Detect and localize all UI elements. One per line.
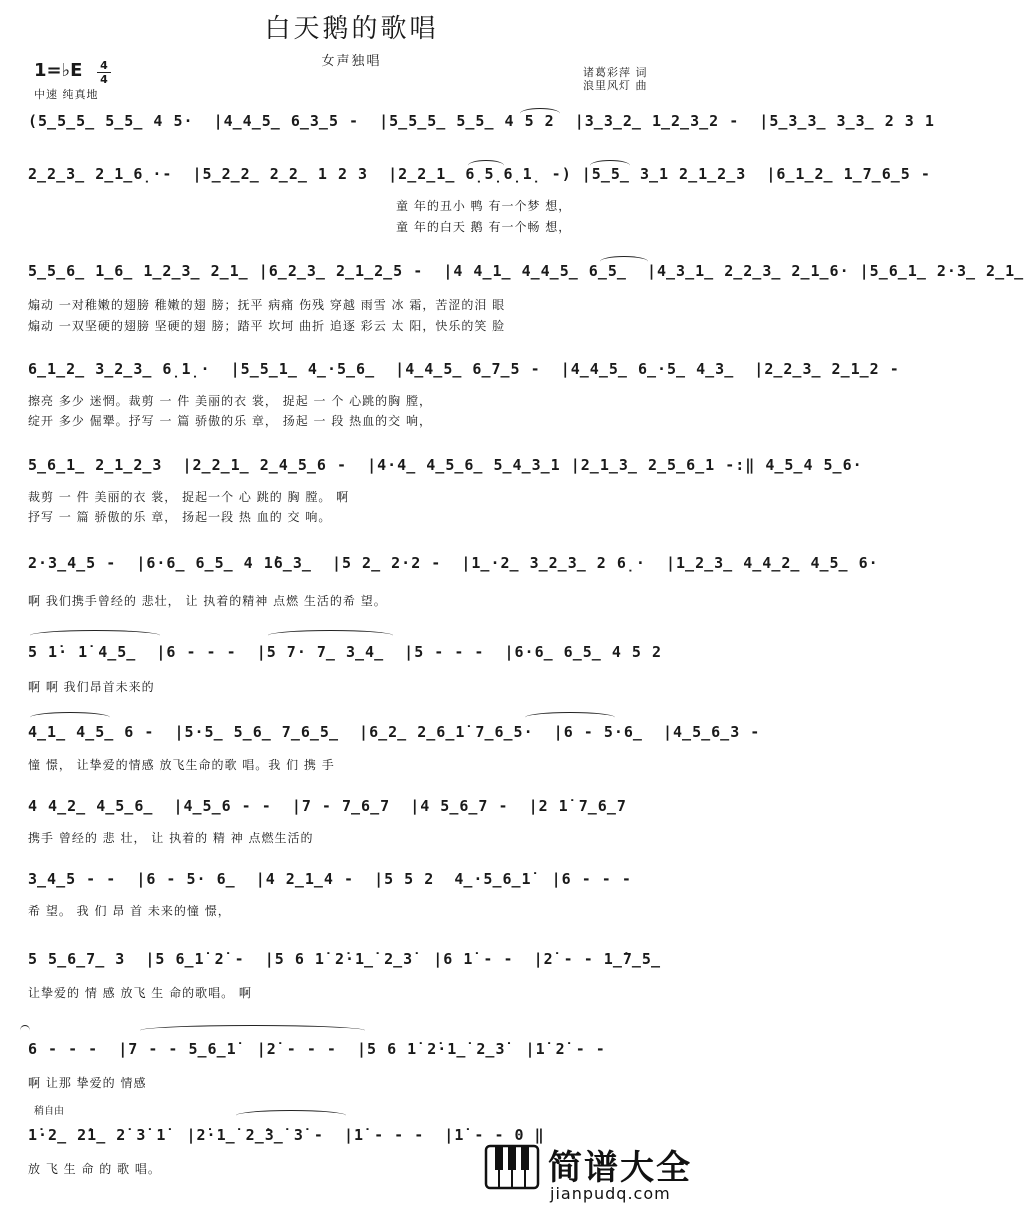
slur — [268, 630, 393, 641]
tempo-note: 稍自由 — [34, 1106, 64, 1117]
score-line: 2·3̲4̲5 - |6·6̲ 6̲5̲ 4 1̇6̲3̲ |5 2̲ 2·2 - |1̲·2̲ 3̲2̲3̲ 2 6̣· |1̲2̲3̲ 4̲4̲2̲ 4̲5̲ 6· — [28, 554, 879, 572]
lyric-line: 啊 啊 我们昂首未来的 — [28, 680, 155, 694]
score-line: 6 - - - |7 - - 5̲6̲1̇ |2̇ - - - |5 6 1̇ 2̇·1̲̇ 2̲3̇ |1̇ 2̇ - - — [28, 1040, 606, 1058]
slur — [20, 1025, 30, 1036]
lyric-line: 童 年的丑小 鸭 有一个梦 想， — [396, 199, 572, 213]
piano-keys-icon — [484, 1144, 540, 1190]
score-line: 5̲6̲1̲ 2̲1̲2̲3 |2̲2̲1̲ 2̲4̲5̲6 - |4·4̲ 4̲5̲6̲ 5̲4̲3̲1 |2̲1̲3̲ 2̲5̲6̲1 -:‖ 4̲5̲4 5̲6· — [28, 456, 863, 474]
lyric-line: 裁剪 一 件 美丽的衣 裳， 捉起一个 心 跳的 胸 膛。 啊 — [28, 490, 350, 504]
slur — [30, 712, 110, 723]
slur — [600, 256, 648, 267]
performance-type: 女声独唱 — [321, 54, 382, 69]
lyric-line: 放 飞 生 命 的 歌 唱。 — [28, 1162, 161, 1176]
score-line: 3̲4̲5 - - |6 - 5· 6̲ |4 2̲1̲4 - |5 5 2 4̲·5̲6̲1̇ |6 - - - — [28, 870, 632, 888]
lyric-line: 希 望。 我 们 昂 首 未来的憧 憬， — [28, 904, 231, 918]
lyric-line: 绽开 多少 倔犟。抒写 一 篇 骄傲的乐 章， 扬起 一 段 热血的交 响， — [28, 414, 432, 428]
lyric-line: 啊 我们携手曾经的 悲壮， 让 执着的精神 点燃 生活的希 望。 — [28, 594, 387, 608]
time-signature — [97, 60, 111, 85]
site-logo — [472, 1140, 702, 1206]
slur — [520, 108, 560, 119]
tempo-marking: 中速 纯真地 — [34, 88, 99, 101]
score-line: 5 1̇· 1̇ 4̲5̲ |6 - - - |5 7· 7̲ 3̲4̲ |5 - - - |6·6̲ 6̲5̲ 4 5 2 — [28, 643, 662, 661]
score-line: (5̲5̲5̲ 5̲5̲ 4 5· |4̲4̲5̲ 6̲3̲5 - |5̲5̲5̲ 5̲5̲ 4 5 2 |3̲3̲2̲ 1̲2̲3̲2 - |5̲3̲3̲ 3̲3̲ 2 3 1 — [28, 112, 935, 130]
slur — [30, 630, 160, 641]
score-line: 5 5̲6̲7̲ 3 |5 6̲1̇ 2̇ - |5 6 1̇ 2̇·1̲̇ 2̲3̇ |6 1̇ - - |2̇ - - 1̲̇7̲5̲ — [28, 950, 661, 968]
score-line: 2̲2̲3̲ 2̲1̲6̣·- |5̲2̲2̲ 2̲2̲ 1 2 3 |2̲2̲1̲ 6̣5̣6̣1̣ -) |5̲5̲ 3̲1 2̲1̲2̲3 |6̲1̲2̲ 1̲7̲6̲5 - — [28, 165, 931, 183]
slur — [525, 712, 615, 723]
lyric-line: 抒写 一 篇 骄傲的乐 章， 扬起一段 热 血的 交 响。 — [28, 510, 332, 524]
lyric-line: 啊 让那 挚爱的 情感 — [28, 1076, 147, 1090]
lyric-line: 煽动 一双坚硬的翅膀 坚硬的翅 膀；踏平 坎坷 曲折 追逐 彩云 太 阳，快乐的笑 脸 — [28, 319, 506, 333]
score-line: 5̲5̲6̲ 1̲6̲ 1̲2̲3̲ 2̲1̲ |6̲2̲3̲ 2̲1̲2̲5 - |4 4̲1̲ 4̲4̲5̲ 6̲5̲ |4̲3̲1̲ 2̲2̲3̲ 2̲1̲6· |5̲6̲1̲ 2·3̲ 2̲1̲ — [28, 262, 1024, 280]
slur — [140, 1025, 365, 1036]
composer: 浪里风灯 曲 — [583, 79, 648, 92]
score-line: 4 4̲2̲ 4̲5̲6̲ |4̲5̲6 - - |7 - 7̲6̲7 |4 5̲6̲7 - |2 1̇ 7̲6̲7 — [28, 797, 627, 815]
lyric-line: 携手 曾经的 悲 壮， 让 执着的 精 神 点燃生活的 — [28, 831, 314, 845]
slur — [236, 1110, 346, 1121]
time-signature-bottom: 4 — [100, 73, 108, 86]
lyric-line: 憧 憬， 让挚爱的情感 放飞生命的歌 唱。我 们 携 手 — [28, 758, 335, 772]
score-line: 4̲1̲ 4̲5̲ 6 - |5·5̲ 5̲6̲ 7̲6̲5̲ |6̲2̲ 2̲6̲1̇ 7̲6̲5· |6 - 5·6̲ |4̲5̲6̲3 - — [28, 723, 761, 741]
lyric-line: 煽动 一对稚嫩的翅膀 稚嫩的翅 膀；抚平 病痛 伤残 穿越 雨雪 冰 霜，苦涩的泪 眼 — [28, 298, 506, 312]
slur — [590, 160, 630, 171]
score-line: 1̇·2̲ 2̇1̲ 2̇ 3̇ 1̇ |2̇·1̲̇ 2̲̇3̲̇ 3̇ - |1̇ - - - |1̇ - - 0 ‖ — [28, 1126, 545, 1144]
key-signature: 1=♭E — [34, 60, 83, 81]
credits — [583, 66, 648, 92]
score-line: 6̲1̲2̲ 3̲2̲3̲ 6̣1̣· |5̲5̲1̲ 4̲·5̲6̲ |4̲4̲5̲ 6̲7̲5 - |4̲4̲5̲ 6̲·5̲ 4̲3̲ |2̲2̲3̲ 2̲1̲2 - — [28, 360, 900, 378]
lyricist: 诸葛彩萍 词 — [583, 66, 648, 79]
lyric-line: 童 年的白天 鹅 有一个畅 想， — [396, 220, 572, 234]
time-signature-top: 4 — [100, 59, 108, 72]
lyric-line: 让挚爱的 情 感 放飞 生 命的歌唱。 啊 — [28, 986, 252, 1000]
lyric-line: 擦亮 多少 迷惘。裁剪 一 件 美丽的衣 裳， 捉起 一 个 心跳的胸 膛， — [28, 394, 432, 408]
site-name: 简谱大全 — [548, 1148, 692, 1188]
song-title: 白天鹅的歌唱 — [264, 14, 439, 44]
slur — [468, 160, 504, 171]
site-url: jianpudq.com — [550, 1184, 671, 1203]
